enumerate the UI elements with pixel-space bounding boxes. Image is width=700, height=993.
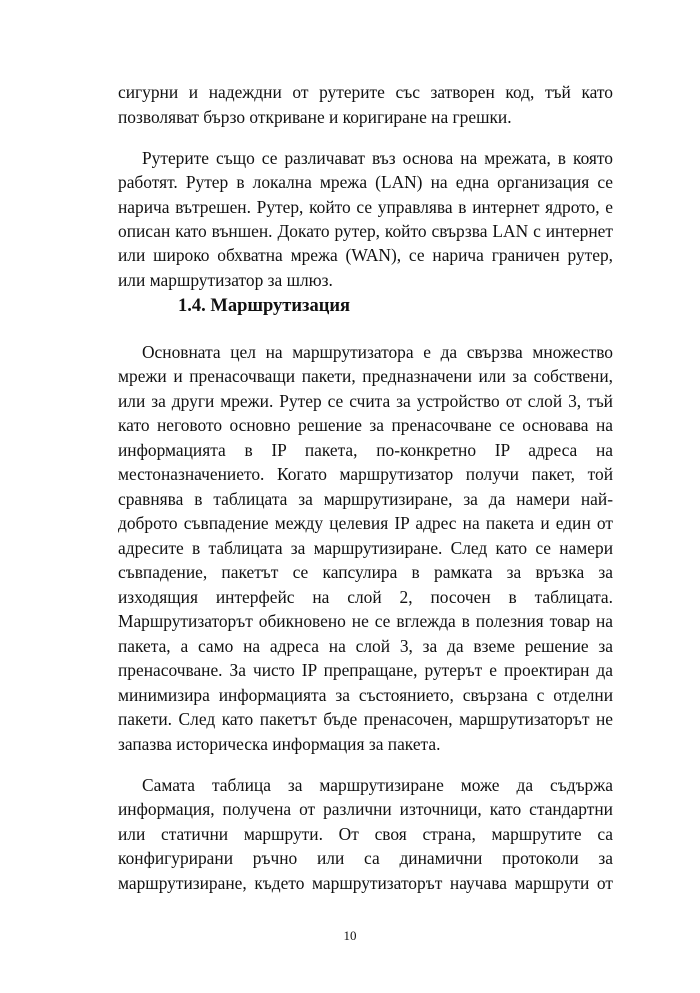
paragraph-line: мрежи и пренасочващи пакети, предназначени или за собствени, — [118, 366, 613, 386]
paragraph-line: сигурни и надеждни от рутерите със затворен код, тъй като — [118, 82, 613, 102]
paragraph-line: информацията в IP пакета, по-конкретно IP адреса на — [118, 440, 613, 460]
paragraph-line: пренасочване. За чисто IP препращане, рутерът е проектиран да — [118, 660, 613, 680]
paragraph-line: или широко обхватна мрежа (WAN), се нарича граничен рутер, — [118, 245, 613, 265]
paragraph-line: маршрутизиране, където маршрутизаторът научава маршрути от — [118, 873, 613, 893]
paragraph-line: пакета, а само на адреса на слой 3, за да вземе решение за — [118, 636, 613, 656]
paragraph-line: Самата таблица за маршрутизиране може да съдържа — [142, 775, 613, 795]
paragraph-line: описан като външен. Докато рутер, който свързва LAN с интернет — [118, 221, 613, 241]
paragraph-line: позволяват бързо откриване и коригиране на грешки. — [118, 107, 512, 127]
paragraph-line: или за други мрежи. Рутер се счита за устройство от слой 3, тъй — [118, 391, 613, 411]
paragraph-line: Основната цел на маршрутизатора е да свързва множество — [142, 342, 613, 362]
paragraph-line: минимизира информацията за състоянието, свързана с отделни — [118, 685, 613, 705]
paragraph-line: Рутерите също се различават въз основа на мрежата, в която — [142, 148, 613, 168]
paragraph-line: информация, получена от различни източници, като стандартни — [118, 799, 613, 819]
paragraph-line: работят. Рутер в локална мрежа (LAN) на една организация се — [118, 172, 613, 192]
paragraph-line: нарича вътрешен. Рутер, който се управлява в интернет ядрото, е — [118, 197, 613, 217]
paragraph-line: съвпадение, пакетът се капсулира в рамката за връзка за — [118, 562, 613, 582]
paragraph-line: запазва историческа информация за пакета. — [118, 734, 441, 754]
paragraph-line: като неговото основно решение за пренасочване се основава на — [118, 415, 613, 435]
section-heading: 1.4. Маршрутизация — [178, 296, 351, 316]
paragraph-line: или статични маршрути. От своя страна, маршрутите са — [118, 824, 613, 844]
paragraph-line: сравнява в таблицата за маршрутизиране, за да намери най- — [118, 489, 613, 509]
paragraph-line: доброто съвпадение между целевия IP адрес на пакета и един от — [118, 513, 613, 533]
paragraph-line: местоназначението. Когато маршрутизатор получи пакет, той — [118, 464, 613, 484]
paragraph-line: пакети. След като пакетът бъде пренасочен, маршрутизаторът не — [118, 709, 613, 729]
paragraph-line: конфигурирани ръчно или са динамични протоколи за — [118, 848, 613, 868]
paragraph-line: изходящия интерфейс на слой 2, посочен в таблицата. — [118, 587, 613, 607]
paragraph-line: или маршрутизатор за шлюз. — [118, 270, 333, 290]
page-number: 10 — [343, 928, 357, 943]
paragraph-line: адресите в таблицата за маршрутизиране. След като се намери — [118, 538, 613, 558]
paragraph-line: Маршрутизаторът обикновено не се вглежда в полезния товар на — [118, 611, 613, 631]
